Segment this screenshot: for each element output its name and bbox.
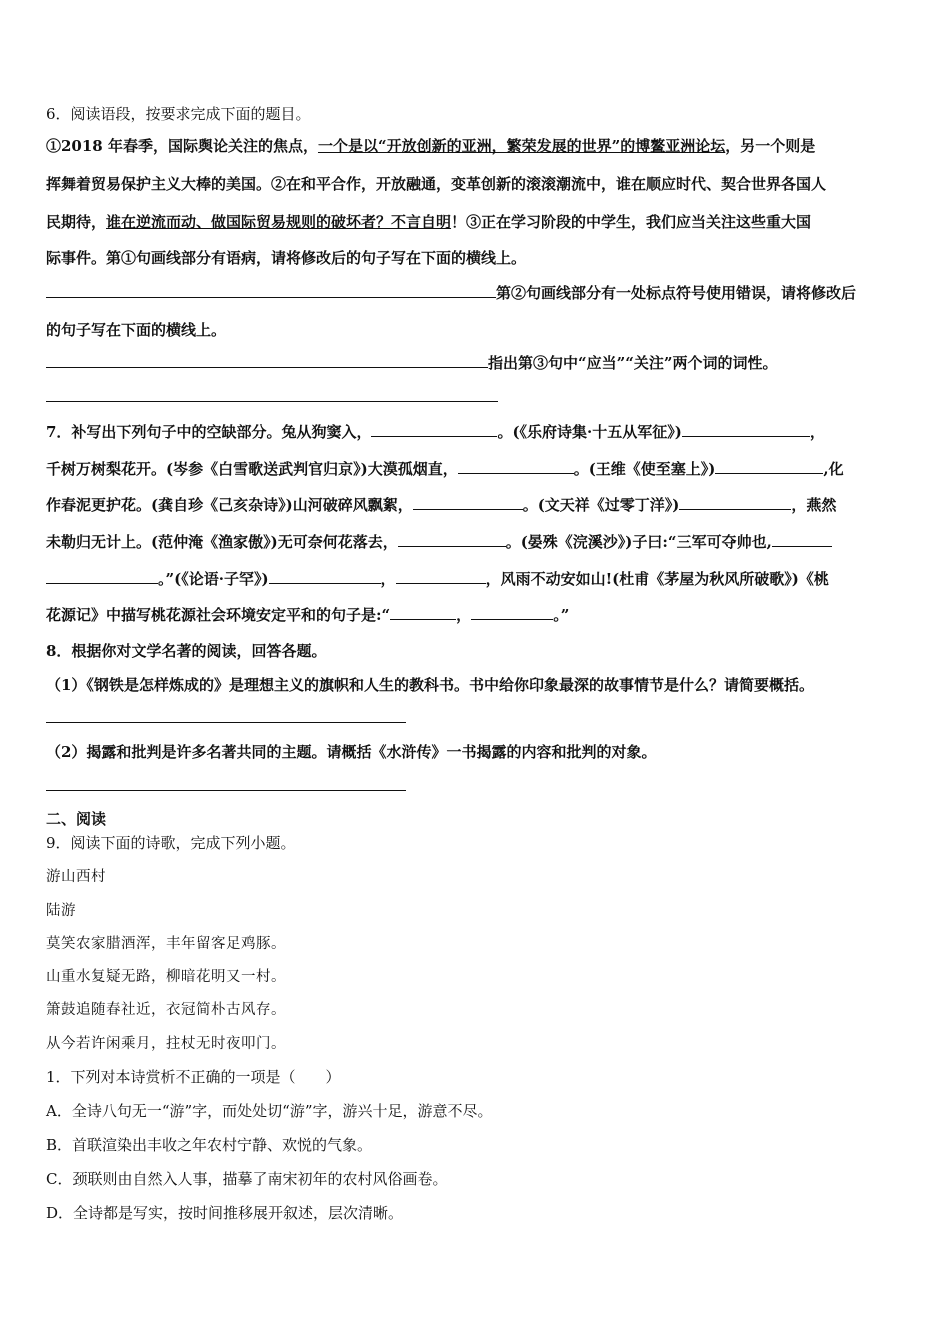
q7-line-3 (46, 495, 908, 515)
q6-passage-line-2 (46, 174, 908, 194)
q6-instruction-2: 第②句画线部分有一处标点符号使用错误，请将修改后 (496, 284, 857, 302)
q7-text: ，风雨不动安如山!(杜甫《茅屋为秋风所破歌》)《桃 (485, 570, 829, 588)
q7-blank[interactable] (269, 569, 381, 584)
q6-instruction-2-cont: 的句子写在下面的横线上。 (46, 321, 227, 339)
q7-text: ,化 (823, 460, 844, 478)
q7-text: ， (380, 570, 396, 588)
poem-line-2: 山重水复疑无路，柳暗花明又一村。 (46, 969, 286, 985)
poem-line-1: 莫笑农家腊酒浑，丰年留客足鸡豚。 (46, 936, 286, 952)
q6-passage-text: ①2018 年春季，国际舆论关注的焦点， (46, 137, 318, 155)
q8-answer-blank-1[interactable] (46, 722, 406, 723)
q8-sub-question-1 (46, 675, 908, 695)
q6-passage-line-1 (46, 136, 908, 156)
q8-answer-blank-2[interactable] (46, 790, 406, 791)
section-heading-reading: 二、阅读 (46, 810, 107, 828)
q7-blank[interactable] (413, 495, 523, 510)
q6-underlined-sentence-2: 谁在逆流而动、做国际贸易规则的破坏者？不言自明 (106, 213, 452, 231)
q7-text: 作春泥更护花。(龚自珍《己亥杂诗》)山河破碎风飘絮， (46, 496, 413, 514)
q7-text: 。(文天祥《过零丁洋》) (522, 496, 680, 514)
q7-text: ，燕然 (791, 496, 837, 514)
poem-author: 陆游 (46, 903, 76, 919)
q7-blank[interactable] (390, 605, 456, 620)
q7-blank[interactable] (715, 459, 823, 474)
q7-line-5 (46, 569, 908, 589)
q7-blank[interactable] (471, 605, 553, 620)
option-d[interactable]: D．全诗都是写实，按时间推移展开叙述，层次清晰。 (46, 1204, 404, 1222)
q8-title: 8．根据你对文学名著的阅读，回答各题。 (46, 642, 327, 660)
q7-text: 7．补写出下列句子中的空缺部分。兔从狗窦入， (46, 423, 372, 441)
q6-passage-text: 民期待， (46, 213, 107, 231)
poem-title: 游山西村 (46, 869, 106, 885)
option-c[interactable]: C．颈联则由自然入人事，描摹了南宋初年的农村风俗画卷。 (46, 1170, 448, 1188)
q6-passage-line-3 (46, 212, 908, 232)
q7-blank[interactable] (772, 532, 832, 547)
q6-underlined-sentence-1: 一个是以“开放创新的亚洲，繁荣发展的世界”的博鳌亚洲论坛 (317, 137, 726, 155)
q7-blank[interactable] (398, 532, 506, 547)
poem-line-4: 从今若许闲乘月，拄杖无时夜叩门。 (46, 1036, 286, 1052)
q6-instruction-3: 指出第③句中“应当”“关注”两个词的词性。 (488, 354, 778, 372)
q7-line-1 (46, 422, 908, 442)
q7-text: 。(《乐府诗集·十五从军征》) (497, 423, 682, 441)
q8-sub-question-1-text: （1）《钢铁是怎样炼成的》是理想主义的旗帜和人生的教科书。书中给你印象最深的故事情节是什么？请简要概括。 (46, 676, 814, 694)
q6-passage-text: ，另一个则是 (725, 137, 816, 155)
q6-title: 6．阅读语段，按要求完成下面的题目。 (46, 105, 311, 123)
q7-blank[interactable] (679, 495, 791, 510)
poem-line-3: 箫鼓追随春社近，衣冠简朴古风存。 (46, 1002, 286, 1018)
option-b[interactable]: B．首联渲染出丰收之年农村宁静、欢悦的气象。 (46, 1136, 373, 1154)
q6-answer-blank-3[interactable] (46, 401, 498, 402)
q7-text: ， (809, 423, 825, 441)
q7-line-4 (46, 532, 908, 552)
q6-answer-line-1-row (46, 283, 908, 303)
q7-blank[interactable] (396, 569, 486, 584)
q7-blank[interactable] (46, 569, 158, 584)
q9-sub-question-1: 1．下列对本诗赏析不正确的一项是（ ） (46, 1068, 341, 1086)
q7-text: 。” (553, 606, 570, 624)
q7-text: 未勒归无计上。(范仲淹《渔家傲》)无可奈何花落去， (46, 533, 398, 551)
q7-blank[interactable] (682, 422, 810, 437)
q6-passage-text: ！③正在学习阶段的中学生，我们应当关注这些重大国 (451, 213, 812, 231)
q7-blank[interactable] (458, 459, 574, 474)
q6-instruction-1: 际事件。第①句画线部分有语病，请将修改后的句子写在下面的横线上。 (46, 249, 527, 267)
q7-text: 。(王维《使至塞上》) (573, 460, 716, 478)
q7-blank[interactable] (371, 422, 497, 437)
q7-line-6 (46, 605, 908, 625)
q6-answer-blank-1[interactable] (46, 283, 496, 298)
q6-answer-blank-2[interactable] (46, 353, 488, 368)
q9-title: 9．阅读下面的诗歌，完成下列小题。 (46, 834, 296, 852)
q7-line-2 (46, 459, 908, 479)
q7-text: 。(晏殊《浣溪沙》)子曰:“三军可夺帅也, (505, 533, 772, 551)
q6-answer-line-2-row (46, 353, 908, 373)
q6-passage-text: 挥舞着贸易保护主义大棒的美国。②在和平合作，开放融通，变革创新的滚滚潮流中，谁在顺应时代、契合世界各国人 (46, 175, 827, 193)
q7-text: ， (456, 606, 472, 624)
q7-text: 花源记》中描写桃花源社会环境安定平和的句子是:“ (46, 606, 391, 624)
q8-sub-question-2: （2）揭露和批判是许多名著共同的主题。请概括《水浒传》一书揭露的内容和批判的对象。 (46, 743, 657, 761)
q7-text: 。”(《论语·子罕》) (158, 570, 269, 588)
option-a[interactable]: A．全诗八句无一“游”字，而处处切“游”字，游兴十足，游意不尽。 (46, 1102, 493, 1120)
q7-text: 千树万树梨花开。(岑参《白雪歌送武判官归京》)大漠孤烟直， (46, 460, 458, 478)
